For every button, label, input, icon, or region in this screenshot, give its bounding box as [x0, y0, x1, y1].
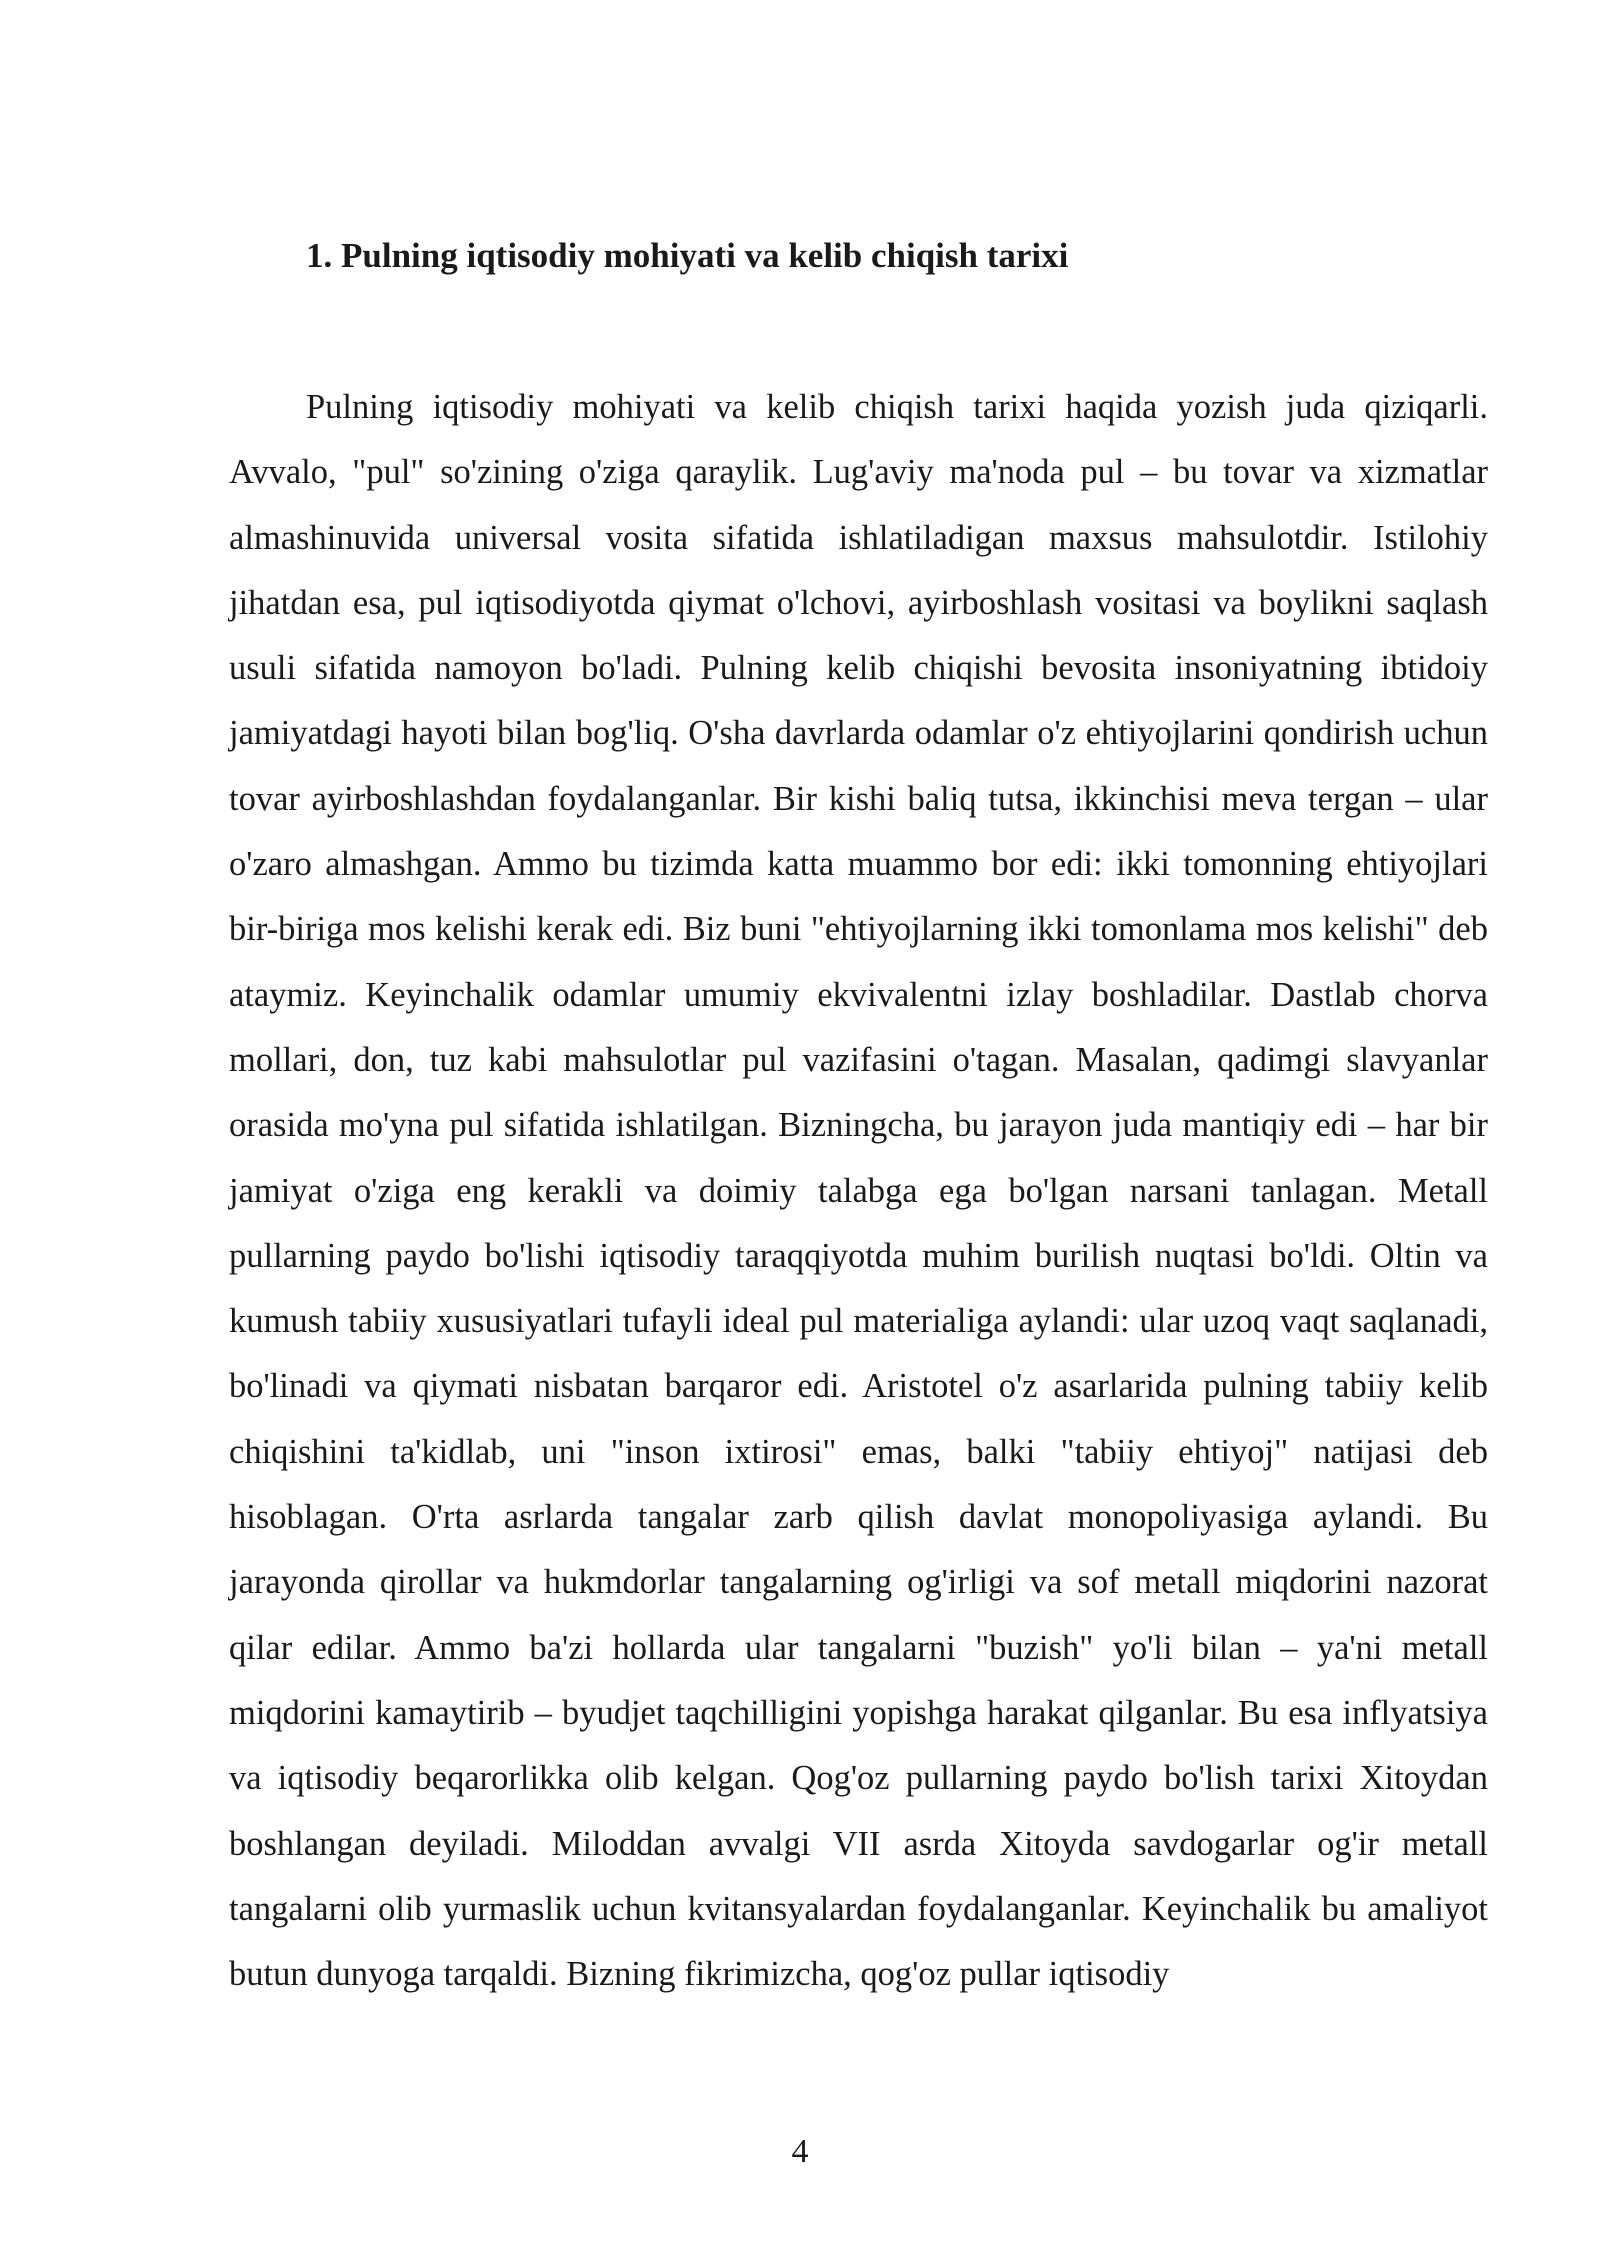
body-paragraph: Pulning iqtisodiy mohiyati va kelib chiqish tarixi haqida yozish juda qiziqarli. Avvalo, "pul" so'zining o'ziga qaraylik. Lug'aviy ma'noda pul – bu tovar va xizmatlar almashinuvida universal vosita sifatida ishlatiladigan maxsus mahsulotdir. Istilohiy jihatdan esa, pul iqtisodiyotda qiymat o'lchovi, ayirboshlash vositasi va boylikni saqlash usuli sifatida namoyon bo'ladi. Pulning kelib chiqishi bevosita insoniyatning ibtidoiy jamiyatdagi hayoti bilan bog'liq. O'sha davrlarda odamlar o'z ehtiyojlarini qondirish uchun tovar ayirboshlashdan foydalanganlar. Bir kishi baliq tutsa, ikkinchisi meva tergan – ular o'zaro almashgan. Ammo bu tizimda katta muammo bor edi: ikki tomonning ehtiyojlari bir-biriga mos kelishi kerak edi. Biz buni "ehtiyojlarning ikki tomonlama mos kelishi" deb ataymiz. Keyinchalik odamlar umumiy ekvivalentni izlay boshladilar. Dastlab chorva mollari, don, tuz kabi mahsulotlar pul vazifasini o'tagan. Masalan, qadimgi slavyanlar orasida mo'yna pul sifatida ishlatilgan. Bizningcha, bu jarayon juda mantiqiy edi – har bir jamiyat o'ziga eng kerakli va doimiy talabga ega bo'lgan narsani tanlagan. Metall pullarning paydo bo'lishi iqtisodiy taraqqiyotda muhim burilish nuqtasi bo'ldi. Oltin va kumush tabiiy xususiyatlari tufayli ideal pul materialiga aylandi: ular uzoq vaqt saqlanadi, bo'linadi va qiymati nisbatan barqaror edi. Aristotel o'z asarlarida pulning tabiiy kelib chiqishini ta'kidlab, uni "inson ixtirosi" emas, balki "tabiiy ehtiyoj" natijasi deb hisoblagan. O'rta asrlarda tangalar zarb qilish davlat monopoliyasiga aylandi. Bu jarayonda qirollar va hukmdorlar tangalarning og'irligi va sof metall miqdorini nazorat qilar edilar. Ammo ba'zi hollarda ular tangalarni "buzish" yo'li bilan – ya'ni metall miqdorini kamaytirib – byudjet taqchilligini yopishga harakat qilganlar. Bu esa inflyatsiya va iqtisodiy beqarorlikka olib kelgan. Qog'oz pullarning paydo bo'lish tarixi Xitoydan boshlangan deyiladi. Miloddan avvalgi VII asrda Xitoyda savdogarlar og'ir metall tangalarni olib yurmaslik uchun kvitansyalardan foydalanganlar. Keyinchalik bu amaliyot butun dunyoga tarqaldi. Bizning fikrimizcha, qog'oz pullar iqtisodiy: [229, 388, 1488, 1994]
page-number: 4: [791, 2133, 809, 2170]
section-heading: 1. Pulning iqtisodiy mohiyati va kelib chiqish tarixi: [306, 236, 1069, 275]
